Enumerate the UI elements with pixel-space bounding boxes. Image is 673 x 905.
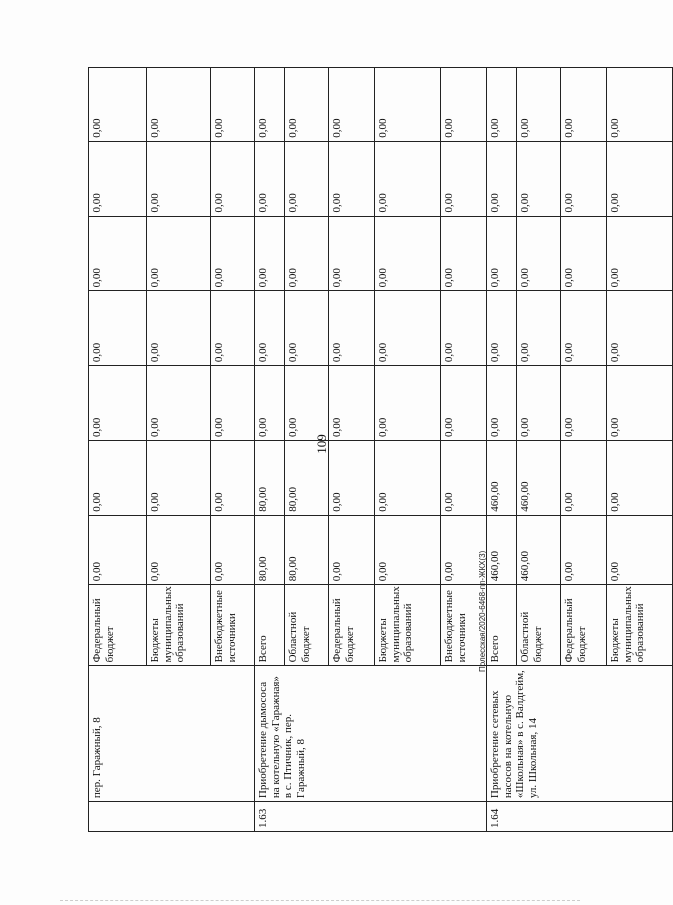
item-title-cell: Приобретение дымососа на котельную «Гаражная» в с. Птичник, пер. Гаражный, 8 [255, 666, 487, 802]
item-title-cell: пер. Гаражный, 8 [89, 666, 255, 802]
amount-cell: 0,00 [517, 291, 561, 366]
amount-cell: 0,00 [255, 141, 285, 216]
funding-source-cell: Областной бюджет [285, 585, 329, 666]
amount-cell: 0,00 [561, 440, 607, 515]
amount-cell: 0,00 [607, 440, 673, 515]
amount-cell: 0,00 [561, 366, 607, 441]
amount-cell: 0,00 [607, 216, 673, 291]
amount-cell: 0,00 [441, 515, 487, 584]
amount-cell: 0,00 [211, 515, 255, 584]
amount-cell: 0,00 [329, 515, 375, 584]
amount-cell: 0,00 [487, 366, 517, 441]
amount-cell: 0,00 [517, 141, 561, 216]
amount-cell: 80,00 [255, 440, 285, 515]
amount-cell: 0,00 [607, 366, 673, 441]
funding-source-cell: Всего [487, 585, 517, 666]
amount-cell: 460,00 [517, 440, 561, 515]
amount-cell: 0,00 [375, 440, 441, 515]
page-number: 109 [314, 434, 329, 454]
amount-cell: 0,00 [89, 291, 147, 366]
amount-cell: 0,00 [329, 68, 375, 142]
amount-cell: 0,00 [375, 291, 441, 366]
amount-cell: 0,00 [517, 366, 561, 441]
amount-cell: 0,00 [561, 291, 607, 366]
amount-cell: 0,00 [561, 515, 607, 584]
amount-cell: 460,00 [487, 440, 517, 515]
funding-source-cell: Бюджеты муниципальных образований [147, 585, 211, 666]
amount-cell: 0,00 [211, 440, 255, 515]
amount-cell: 0,00 [441, 291, 487, 366]
table-row [255, 68, 285, 832]
amount-cell: 0,00 [211, 216, 255, 291]
amount-cell: 0,00 [211, 141, 255, 216]
funding-source-cell: Внебюджетные источники [211, 585, 255, 666]
amount-cell: 0,00 [607, 291, 673, 366]
item-number-cell: 1.64 [487, 802, 673, 832]
amount-cell: 0,00 [255, 291, 285, 366]
table-row [89, 68, 147, 832]
amount-cell: 0,00 [375, 216, 441, 291]
amount-cell: 0,00 [329, 440, 375, 515]
budget-table [88, 67, 673, 832]
amount-cell: 0,00 [607, 141, 673, 216]
funding-source-cell: Бюджеты муниципальных образований [607, 585, 673, 666]
amount-cell: 0,00 [441, 141, 487, 216]
amount-cell: 0,00 [211, 291, 255, 366]
funding-source-cell: Областной бюджет [517, 585, 561, 666]
amount-cell: 80,00 [255, 515, 285, 584]
amount-cell: 0,00 [89, 216, 147, 291]
amount-cell: 0,00 [375, 366, 441, 441]
item-title-cell: Приобретение сетевых насосов на котельную «Школьная» в с. Валдгейм, ул. Школьная, 14 [487, 666, 673, 802]
funding-source-cell: Федеральный бюджет [329, 585, 375, 666]
amount-cell: 80,00 [285, 515, 329, 584]
amount-cell: 0,00 [329, 141, 375, 216]
amount-cell: 0,00 [375, 68, 441, 142]
amount-cell: 0,00 [211, 366, 255, 441]
amount-cell: 0,00 [255, 366, 285, 441]
amount-cell: 0,00 [561, 216, 607, 291]
amount-cell: 0,00 [285, 291, 329, 366]
budget-table-rotated [88, 67, 647, 832]
amount-cell: 0,00 [487, 291, 517, 366]
funding-source-cell: Федеральный бюджет [561, 585, 607, 666]
amount-cell: 80,00 [285, 440, 329, 515]
amount-cell: 0,00 [89, 366, 147, 441]
amount-cell: 0,00 [329, 366, 375, 441]
amount-cell: 0,00 [517, 216, 561, 291]
amount-cell: 0,00 [147, 366, 211, 441]
amount-cell: 0,00 [375, 141, 441, 216]
amount-cell: 0,00 [147, 68, 211, 142]
amount-cell: 0,00 [285, 366, 329, 441]
amount-cell: 0,00 [487, 141, 517, 216]
amount-cell: 0,00 [285, 68, 329, 142]
amount-cell: 0,00 [441, 216, 487, 291]
funding-source-cell: Внебюджетные источники [441, 585, 487, 666]
amount-cell: 0,00 [561, 68, 607, 142]
amount-cell: 0,00 [89, 141, 147, 216]
amount-cell: 0,00 [487, 216, 517, 291]
funding-source-cell: Федеральный бюджет [89, 585, 147, 666]
budget-table-body [89, 68, 673, 832]
funding-source-cell: Всего [255, 585, 285, 666]
amount-cell: 0,00 [487, 68, 517, 142]
scan-edge-line [60, 900, 580, 901]
amount-cell: 0,00 [517, 68, 561, 142]
amount-cell: 0,00 [441, 440, 487, 515]
amount-cell: 0,00 [607, 68, 673, 142]
amount-cell: 0,00 [561, 141, 607, 216]
table-row [487, 68, 517, 832]
amount-cell: 0,00 [285, 216, 329, 291]
amount-cell: 0,00 [441, 366, 487, 441]
amount-cell: 460,00 [517, 515, 561, 584]
amount-cell: 0,00 [329, 291, 375, 366]
amount-cell: 0,00 [147, 291, 211, 366]
amount-cell: 0,00 [147, 515, 211, 584]
amount-cell: 0,00 [89, 440, 147, 515]
amount-cell: 0,00 [147, 141, 211, 216]
item-number-cell: 1.63 [255, 802, 487, 832]
amount-cell: 460,00 [487, 515, 517, 584]
amount-cell: 0,00 [255, 216, 285, 291]
amount-cell: 0,00 [329, 216, 375, 291]
amount-cell: 0,00 [285, 141, 329, 216]
amount-cell: 0,00 [147, 440, 211, 515]
amount-cell: 0,00 [607, 515, 673, 584]
amount-cell: 0,00 [147, 216, 211, 291]
amount-cell: 0,00 [89, 515, 147, 584]
amount-cell: 0,00 [211, 68, 255, 142]
amount-cell: 0,00 [89, 68, 147, 142]
amount-cell: 0,00 [255, 68, 285, 142]
item-number-cell [89, 802, 255, 832]
document-stamp: Полесская/2020-6468-пп-ЖКХ(3) [478, 550, 487, 672]
funding-source-cell: Бюджеты муниципальных образований [375, 585, 441, 666]
amount-cell: 0,00 [375, 515, 441, 584]
amount-cell: 0,00 [441, 68, 487, 142]
